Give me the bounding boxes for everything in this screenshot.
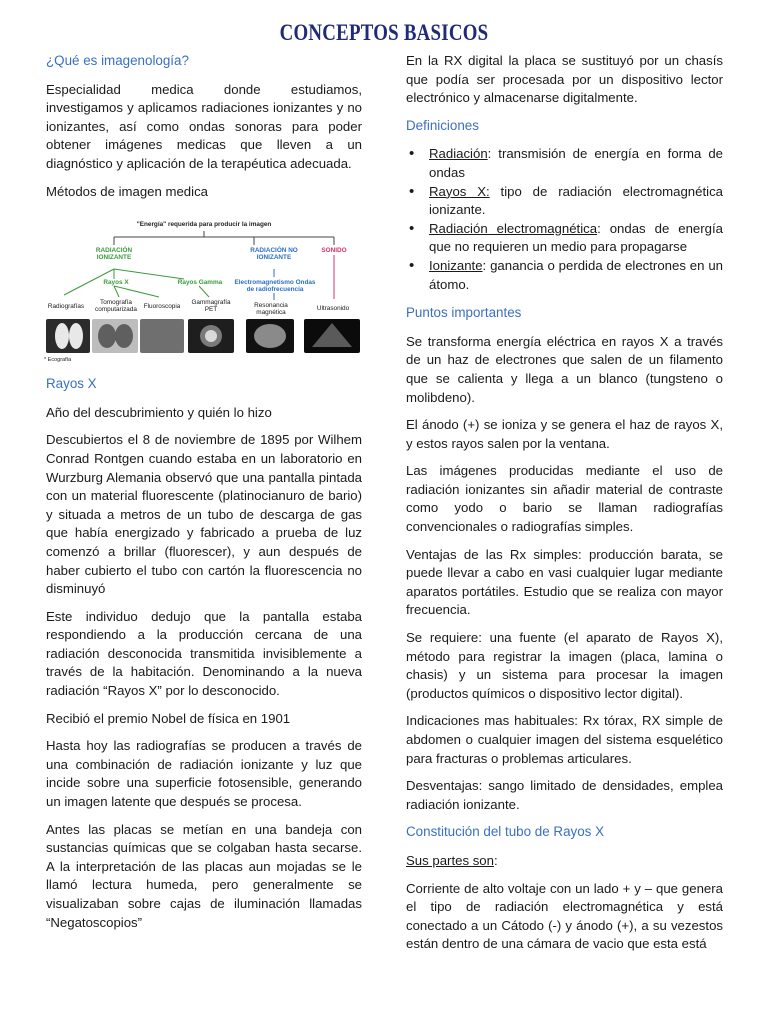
list-item — [406, 183, 723, 220]
def-text: : ganancia o perdida de electrones en un átomo. — [429, 257, 723, 292]
subheading-partes — [406, 852, 723, 871]
def-text: tipo de radiación electromagnética ionizante. — [429, 183, 723, 218]
partes-colon: : — [493, 852, 498, 868]
def-term: Rayos X: — [429, 183, 490, 199]
label-rayos-gamma: Rayos Gamma — [177, 279, 223, 287]
section-heading-rayos-x: Rayos X — [46, 376, 97, 392]
section-heading-tubo: Constitución del tubo de Rayos X — [406, 824, 605, 840]
diagram-top-label: "Energía" requerida para producir la imagen — [136, 221, 272, 229]
label-radiografias: Radiografías — [47, 303, 85, 311]
paragraph-corriente: Corriente de alto voltaje con un lado + y – que genera el tipo de radiación electromagnética y está conectado a un Cátodo (-) y ánodo (+), a su vezestos están dentro de una cámara de vacio que esta está — [406, 880, 723, 952]
paragraph-requiere: Se requiere: una fuente (el aparato de Rayos X), método para registrar la imagen (placa, lamina o chasis) y un sistema para procesar la imagen (productos químicos o dispositivo lector digital). — [406, 630, 723, 701]
label-fluoroscopia: Fluoroscopia — [143, 303, 181, 311]
definitions-list — [406, 145, 723, 294]
paragraph-radiografias: Hasta hoy las radiografías se producen a través de una combinación de radiación ionizante y luz que incide sobre una superficie fotosensible, generando un imagen latente que después se procesa. — [46, 738, 362, 810]
label-resonancia: Resonancia magnética — [254, 302, 288, 317]
paragraph-ventajas: Ventajas de las Rx simples: producción barata, se puede llevar a cabo en vasi cualquier lugar mediante aparatos portátiles. Estudio que se realiza con mayor frecuencia. — [406, 546, 723, 618]
left-column — [46, 52, 362, 941]
def-text: : transmisión de energía en forma de ondas — [429, 146, 723, 180]
label-ultrasonido: Ultrasonido — [316, 305, 350, 313]
paragraph-descubrimiento: Descubiertos el 8 de noviembre de 1895 por Wilhem Conrad Rontgen cuando estaba en un laboratorio en Wurzburg Alemania observó que una pantalla pintada con un material fluorescente (platinocianuro de bario) y situada a metros de un tubo de descarga de gas que había energizado y fabricado a prueba de luz comenzó a brillar (fluorescer), y aun después de haber cubierto el tubo con cartón la fluorescencia no disminuyó — [46, 432, 362, 597]
page-title: CONCEPTOS BASICOS — [279, 20, 489, 45]
paragraph-placas: Antes las placas se metían en una bandeja con sustancias químicas que se colgaban hasta secarse. A la interpretación de las placas aun mojadas se le llamó lectura humeda, pero generalmente se visualizaban sobre cajas de iluminación llamadas “Negatoscopios” — [46, 821, 362, 930]
paragraph-definition: Especialidad medica donde estudiamos, investigamos y aplicamos radiaciones ionizantes y no ionizantes, así como ondas sonoras para poder obtener imágenes medicas que lleven a un diagnóstico y aplicación de la terapéutica adecuada. — [46, 81, 362, 171]
branch-ionizante: RADIACIÓN IONIZANTE — [95, 247, 133, 262]
def-term: Radiación — [429, 146, 488, 162]
section-heading-imagenologia: ¿Qué es imagenología? — [46, 53, 189, 68]
label-gammagrafia: Gammagrafía PET — [191, 299, 231, 314]
paragraph-rx-digital: En la RX digital la placa se sustituyó por un chasís que podía ser procesada por un dispositivo lector electrónico y almacenarse digitalmente. — [406, 53, 723, 106]
methods-label: Métodos de imagen medica — [46, 183, 209, 199]
def-term: Ionizante — [429, 257, 483, 273]
paragraph-desventajas: Desventajas: sango limitado de densidades, emplea radiación ionizante. — [406, 778, 723, 812]
paragraph-nobel: Recibió el premio Nobel de física en 1901 — [46, 710, 291, 726]
list-item — [406, 257, 723, 294]
paragraph-anodo: El ánodo (+) se ioniza y se genera el haz de rayos X, y estos rayos salen por la ventana. — [406, 417, 723, 451]
partes-label: Sus partes son — [406, 852, 494, 868]
label-electromagnetismo: Electromagnetismo Ondas de radiofrecuencia — [234, 279, 316, 294]
def-text: : ondas de energía que no requieren un medio para propagarse — [429, 220, 723, 255]
branch-no-ionizante: RADIACIÓN NO IONIZANTE — [250, 247, 298, 262]
paragraph-dedujo: Este individuo dedujo que la pantalla estaba respondiendo a la producción cercana de una radiación desconocida transmitida invisiblemente a través de la habitación. Denominando a la nueva radiación “Rayos X” por lo desconocido. — [46, 608, 362, 699]
subheading-descubrimiento: Año del descubrimiento y quién lo hizo — [46, 404, 272, 420]
section-heading-definiciones: Definiciones — [406, 117, 479, 133]
def-term: Radiación electromagnética — [429, 220, 598, 236]
paragraph-indicaciones: Indicaciones mas habituales: Rx tórax, RX simple de abdomen o cualquier imagen del sistema esquelético para fracturas o problemas articulares. — [406, 713, 723, 766]
section-heading-puntos: Puntos importantes — [406, 305, 522, 321]
list-item — [406, 220, 723, 257]
imaging-methods-diagram — [44, 207, 362, 367]
paragraph-imagenes: Las imágenes producidas mediante el uso de radiación ionizantes sin añadir material de contraste como yodo o bario se llaman radiografías convencionales o radiografías simples. — [406, 463, 723, 535]
diagram-footnote: * Ecografía — [44, 357, 72, 364]
list-item — [406, 145, 723, 182]
right-column — [406, 52, 723, 963]
paragraph-energia: Se transforma energía eléctrica en rayos X a través de un haz de electrones que salen de un filamento que se calienta y llega a un blanco (tungsteno o molibdeno). — [406, 333, 723, 405]
branch-sonido: SONIDO — [321, 247, 347, 255]
label-rayos-x: Rayos X — [103, 279, 129, 287]
label-tomografia: Tomografía computarizada — [95, 299, 137, 314]
fluoroscopy-thumbnail — [140, 319, 184, 353]
